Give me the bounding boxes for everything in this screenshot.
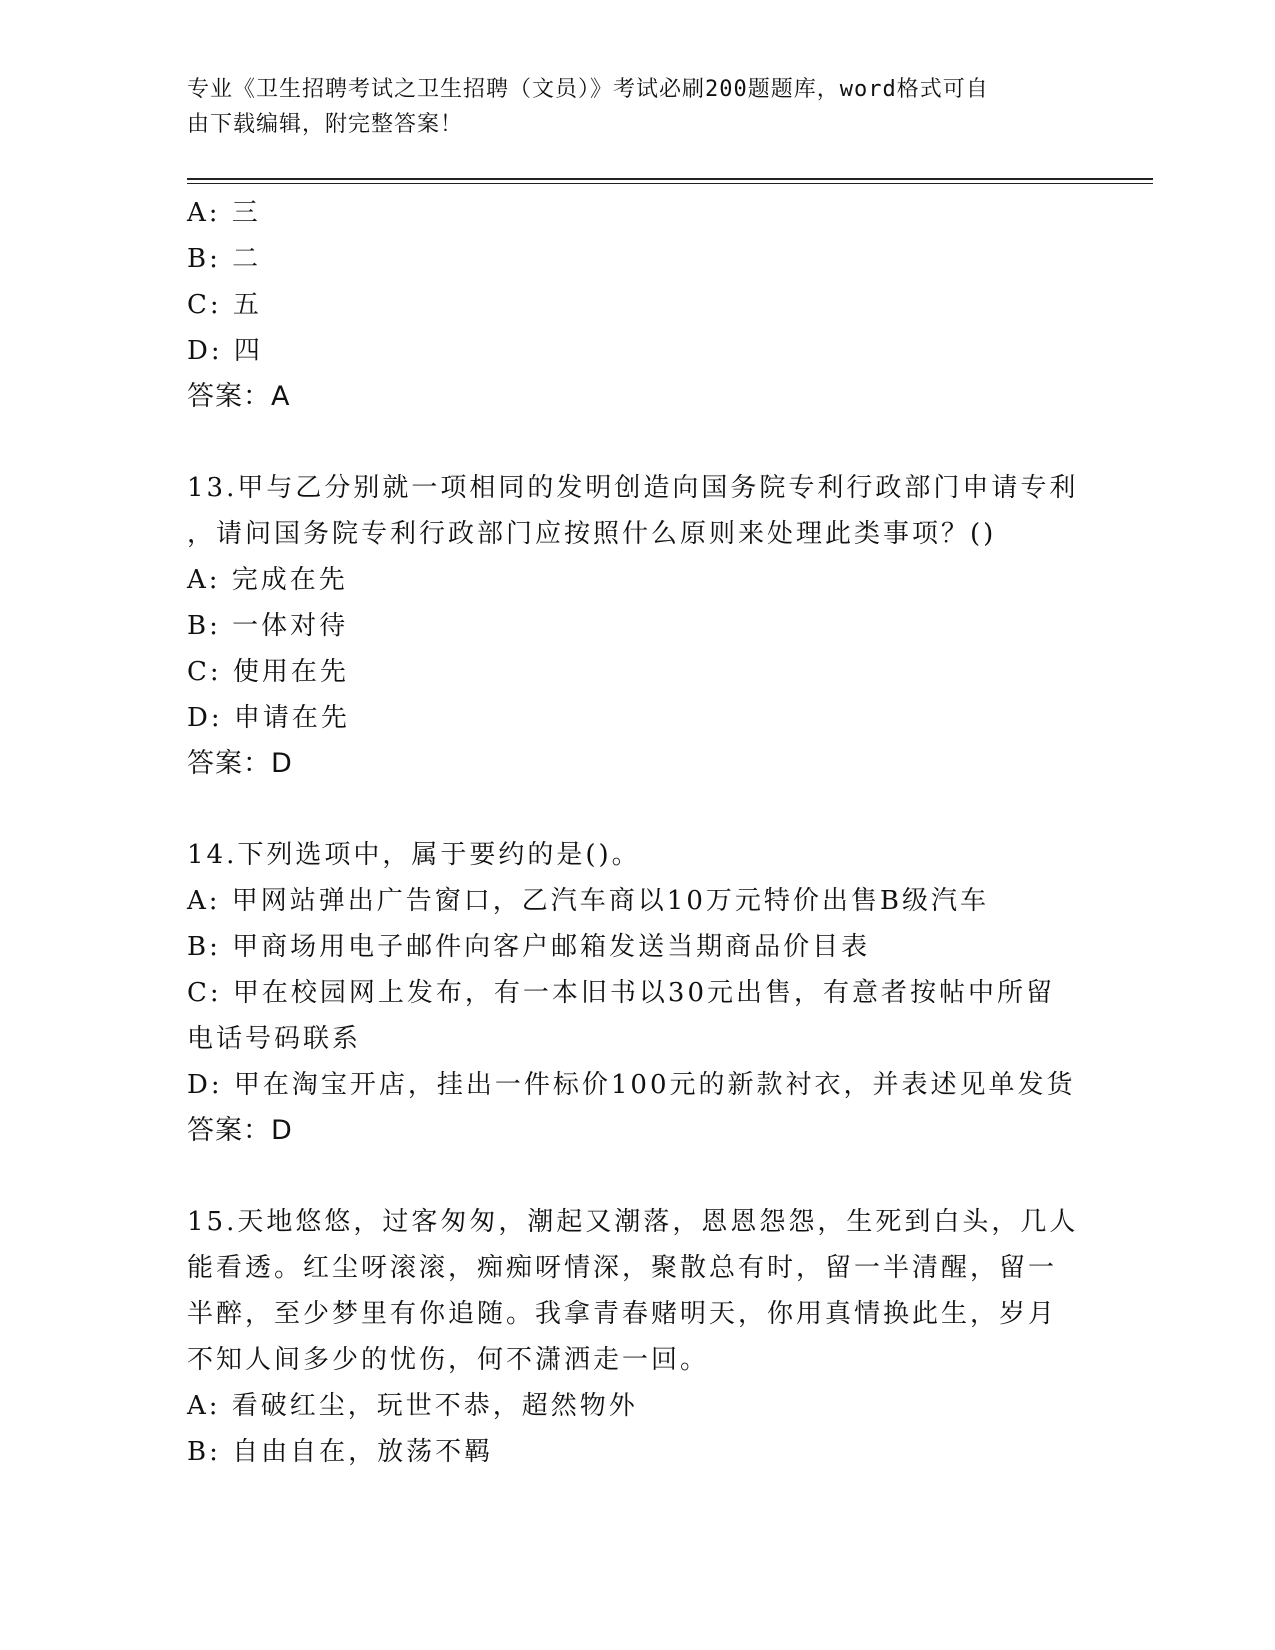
header-divider-thin: [187, 183, 1153, 184]
question-15: [187, 1199, 1087, 1475]
option-c: C: 五: [187, 290, 262, 320]
spacer: [187, 787, 1087, 832]
answer: 答案：A: [187, 381, 291, 412]
question-12: [187, 190, 1087, 420]
option-c: C: 甲在校园网上发布，有一本旧书以30元出售，有意者按帖中所留: [187, 978, 1056, 1008]
option-d: D: 甲在淘宝开店，挂出一件标价100元的新款衬衣，并表述见单发货: [187, 1070, 1076, 1100]
option-a: A: 三: [187, 198, 261, 228]
question-stem-line: 能看透。红尘呀滚滚，痴痴呀情深，聚散总有时，留一半清醒，留一: [187, 1253, 1058, 1283]
question-stem-line: 14.下列选项中，属于要约的是()。: [187, 840, 641, 870]
option-b: B: 甲商场用电子邮件向客户邮箱发送当期商品价目表: [187, 932, 871, 962]
option-b: B: 一体对待: [187, 611, 349, 641]
option-a: A: 甲网站弹出广告窗口，乙汽车商以10万元特价出售B级汽车: [187, 886, 989, 916]
question-stem-line: 半醉，至少梦里有你追随。我拿青春赌明天，你用真情换此生，岁月: [187, 1299, 1058, 1329]
header-line-2: 由下载编辑，附完整答案！: [187, 112, 464, 137]
spacer: [187, 420, 1087, 465]
option-d: D: 四: [187, 336, 263, 366]
option-b: B: 二: [187, 244, 262, 274]
spacer: [187, 1154, 1087, 1199]
question-14: [187, 832, 1087, 1154]
question-13: [187, 465, 1087, 787]
option-c: C: 使用在先: [187, 657, 349, 687]
question-stem-line: 13.甲与乙分别就一项相同的发明创造向国务院专利行政部门申请专利: [187, 473, 1079, 503]
option-a: A: 看破红尘，玩世不恭，超然物外: [187, 1391, 638, 1421]
option-d: D: 申请在先: [187, 703, 350, 733]
option-b: B: 自由自在，放荡不羁: [187, 1437, 494, 1467]
question-content: [187, 190, 1087, 1475]
document-header: [187, 72, 1067, 142]
header-divider-thick: [187, 178, 1153, 180]
header-line-1: 专业《卫生招聘考试之卫生招聘（文员）》考试必刷200题题库，word格式可自: [187, 77, 989, 102]
question-stem-line: 不知人间多少的忧伤，何不潇洒走一回。: [187, 1345, 710, 1375]
answer: 答案：D: [187, 1115, 293, 1146]
option-a: A: 完成在先: [187, 565, 348, 595]
option-c-continued: 电话号码联系: [187, 1024, 362, 1054]
question-stem-line: 15.天地悠悠，过客匆匆，潮起又潮落，恩恩怨怨，生死到白头，几人: [187, 1207, 1079, 1237]
question-stem-line: ，请问国务院专利行政部门应按照什么原则来处理此类事项？(): [187, 519, 997, 549]
answer: 答案：D: [187, 748, 293, 779]
